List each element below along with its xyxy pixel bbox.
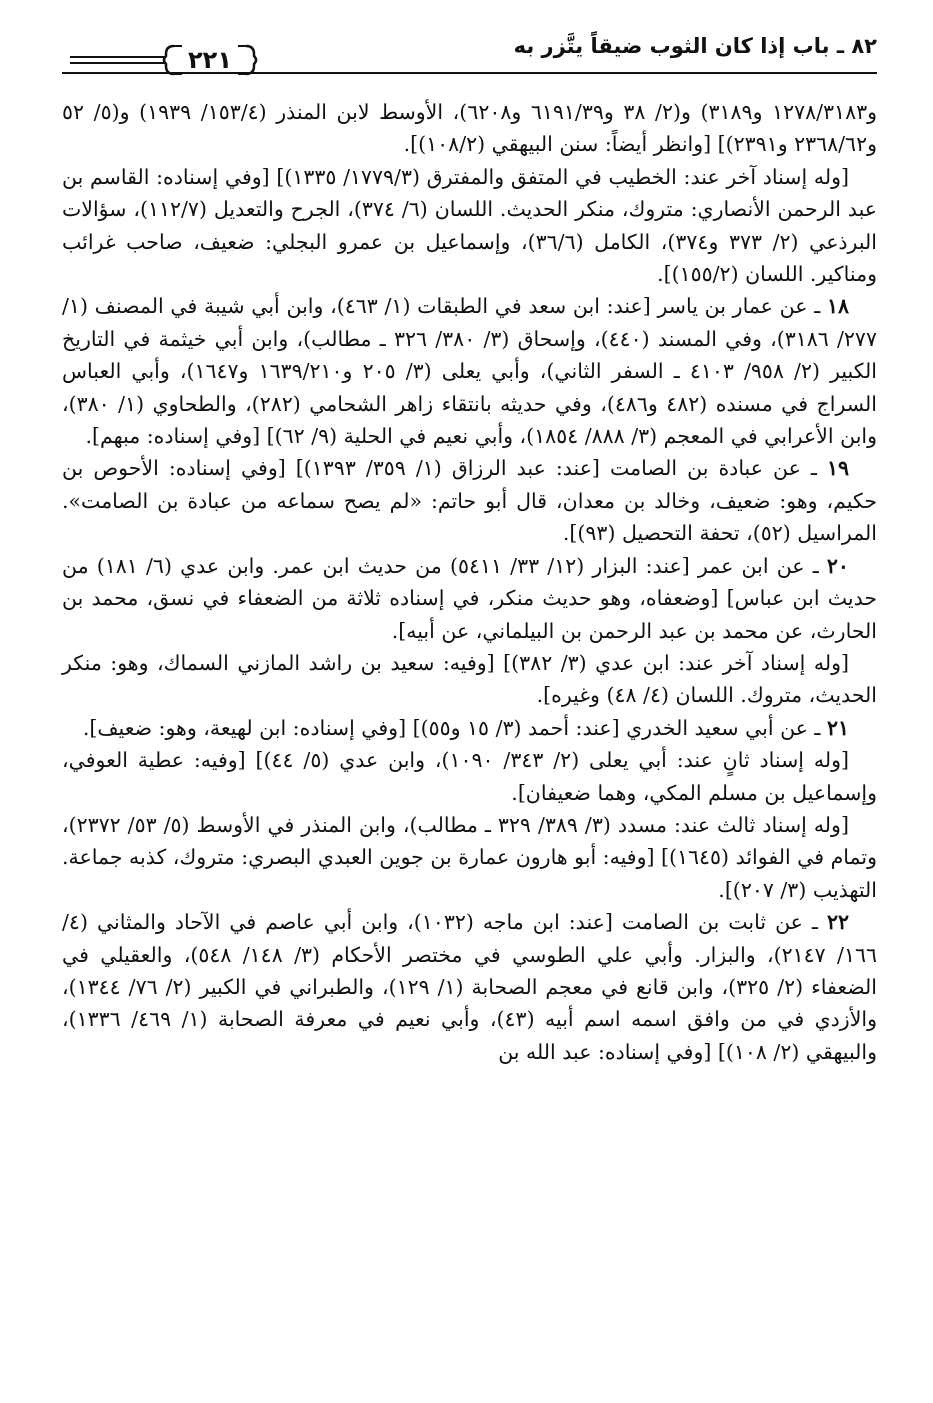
- entry-number: ١٩: [826, 456, 849, 481]
- paragraph: [62, 647, 877, 712]
- paragraph-text: ـ عن عمار بن ياسر [عند: ابن سعد في الطبقات (١/ ٤٦٣)، وابن أبي شيبة في المصنف (١/ ٢٧٧/ ٣١٨٦)، وفي المسند (٤٤٠)، وإسحاق (٣/ ٣٨٠/ ٣٢٦ ـ مطالب)، وابن أبي خيثمة في التاريخ الكبير (٢/ ٩٥٨/ ٤١٠٣ ـ السفر الثاني)، وأبي يعلى (٣/ ٢٠٥ و١٦٣٩/٢١٠ و١٦٤٧)، وأبي العباس السراج في مسنده (٤٨٢ و٤٨٦)، وفي حديثه بانتقاء زاهر الشحامي (٢٨٢)، والطحاوي (١/ ٣٨٠)، وابن الأعرابي في المعجم (٣/ ٨٨٨/ ١٨٥٤)، وأبي نعيم في الحلية (٩/ ٦٢)] [وفي إسناده: مبهم].: [62, 294, 877, 449]
- paragraph-text: ـ عن أبي سعيد الخدري [عند: أحمد (٣/ ١٥ و٥٥)] [وفي إسناده: ابن لهيعة، وهو: ضعيف].: [82, 715, 821, 740]
- page-number: ٢٢١: [188, 46, 232, 74]
- paragraph: [62, 96, 877, 161]
- paragraph-text: و١٢٧٨/٣١٨٣ و٣١٨٩) و(٢/ ٣٨ و٦١٩١/٣٩ و٦٢٠٨)، الأوسط لابن المنذر (١٥٣/٤/ ١٩٣٩) و(٥/ ٥٢ و٢٣٦٨/٦٢ و٢٣٩١)] [وانظر أيضاً: سنن البيهقي (١٠٨/٢)].: [62, 100, 877, 157]
- hadith-entry-21: [62, 712, 877, 744]
- entry-number: ٢٢: [826, 910, 849, 935]
- paragraph-text: ـ عن ثابت بن الصامت [عند: ابن ماجه (١٠٣٢)، وابن أبي عاصم في الآحاد والمثاني (٤/ ١٦٦/ ٢١٤٧)، والبزار. وأبي علي الطوسي في مختصر الأحكام (٣/ ١٤٨/ ٥٤٨)، والعقيلي في الضعفاء (٢/ ٣٢٥)، وابن قانع في معجم الصحابة (١/ ١٢٩)، والطبراني في الكبير (٢/ ٧٦/ ١٣٤٤)، والأزدي في من وافق اسمه اسم أبيه (٤٣)، وأبي نعيم في معرفة الصحابة (١/ ٤٦٩/ ١٣٣٦)، والبيهقي (٢/ ١٠٨)] [وفي إسناده: عبد الله بن: [62, 910, 877, 1064]
- paragraph-text: ـ عن عبادة بن الصامت [عند: عبد الرزاق (١/ ٣٥٩/ ١٣٩٣)] [وفي إسناده: الأحوص بن حكيم، وهو: ضعيف، وخالد بن معدان، قال أبو حاتم: «لم يصح سماعه من عبادة بن الصامت». المراسيل (٥٢)، تحفة التحصيل (٩٣)].: [62, 456, 877, 546]
- hadith-entry-22: [62, 906, 877, 1068]
- entry-number: ١٨: [826, 294, 849, 319]
- paragraph-text: ـ عن ابن عمر [عند: البزار (١٢/ ٣٣/ ٥٤١١) من حديث ابن عمر. وابن عدي (٦/ ١٨١) من حديث ابن عباس] [وضعفاه، وهو حديث منكر، في إسناده ثلاثة من الضعفاء في نسق، محمد بن الحارث، عن محمد بن عبد الرحمن بن البيلماني، عن أبيه].: [62, 553, 877, 643]
- hadith-entry-19: [62, 452, 877, 549]
- page-header: [62, 32, 877, 84]
- entry-number: ٢١: [826, 715, 849, 740]
- hadith-entry-20: [62, 550, 877, 647]
- hadith-entry-18: [62, 290, 877, 452]
- entry-number: ٢٠: [826, 553, 849, 578]
- paragraph: [62, 161, 877, 291]
- paragraph-text: [وله إسناد ثانٍ عند: أبي يعلى (٢/ ٣٤٣/ ١٠٩٠)، وابن عدي (٥/ ٤٤)] [وفيه: عطية العوفي، وإسماعيل بن مسلم المكي، وهما ضعيفان].: [62, 748, 877, 805]
- paragraph: [62, 744, 877, 809]
- body-text: [62, 96, 877, 1068]
- page-number-ornament: [62, 40, 272, 80]
- paragraph-text: [وله إسناد آخر عند: الخطيب في المتفق والمفترق (١٧٧٩/٣/ ١٣٣٥)] [وفي إسناده: القاسم بن عبد الرحمن الأنصاري: متروك، منكر الحديث. اللسان (٦/ ٣٧٤)، الجرح والتعديل (١١٢/٧)، سؤالات البرذعي (٢/ ٣٧٣ و٣٧٤)، الكامل (٣٦/٦)، وإسماعيل بن عمرو البجلي: ضعيف، صاحب غرائب ومناكير. اللسان (١٥٥/٢)].: [62, 164, 877, 287]
- paragraph-text: [وله إسناد آخر عند: ابن عدي (٣/ ٣٨٢)] [وفيه: سعيد بن راشد المازني السماك، وهو: منكر الحديث، متروك. اللسان (٤/ ٤٨) وغيره].: [62, 650, 877, 708]
- running-title: ٨٢ ـ باب إذا كان الثوب ضيقاً يتَّزر به: [513, 34, 877, 58]
- paragraph-text: [وله إسناد ثالث عند: مسدد (٣/ ٣٨٩/ ٣٢٩ ـ مطالب)، وابن المنذر في الأوسط (٥/ ٥٣/ ٢٣٧٢)، وتمام في الفوائد (١٦٤٥)] [وفيه: أبو هارون عمارة بن جوين العبدي البصري: متروك، كذبه جماعة. التهذيب (٣/ ٢٠٧)].: [62, 812, 877, 902]
- paragraph: [62, 809, 877, 906]
